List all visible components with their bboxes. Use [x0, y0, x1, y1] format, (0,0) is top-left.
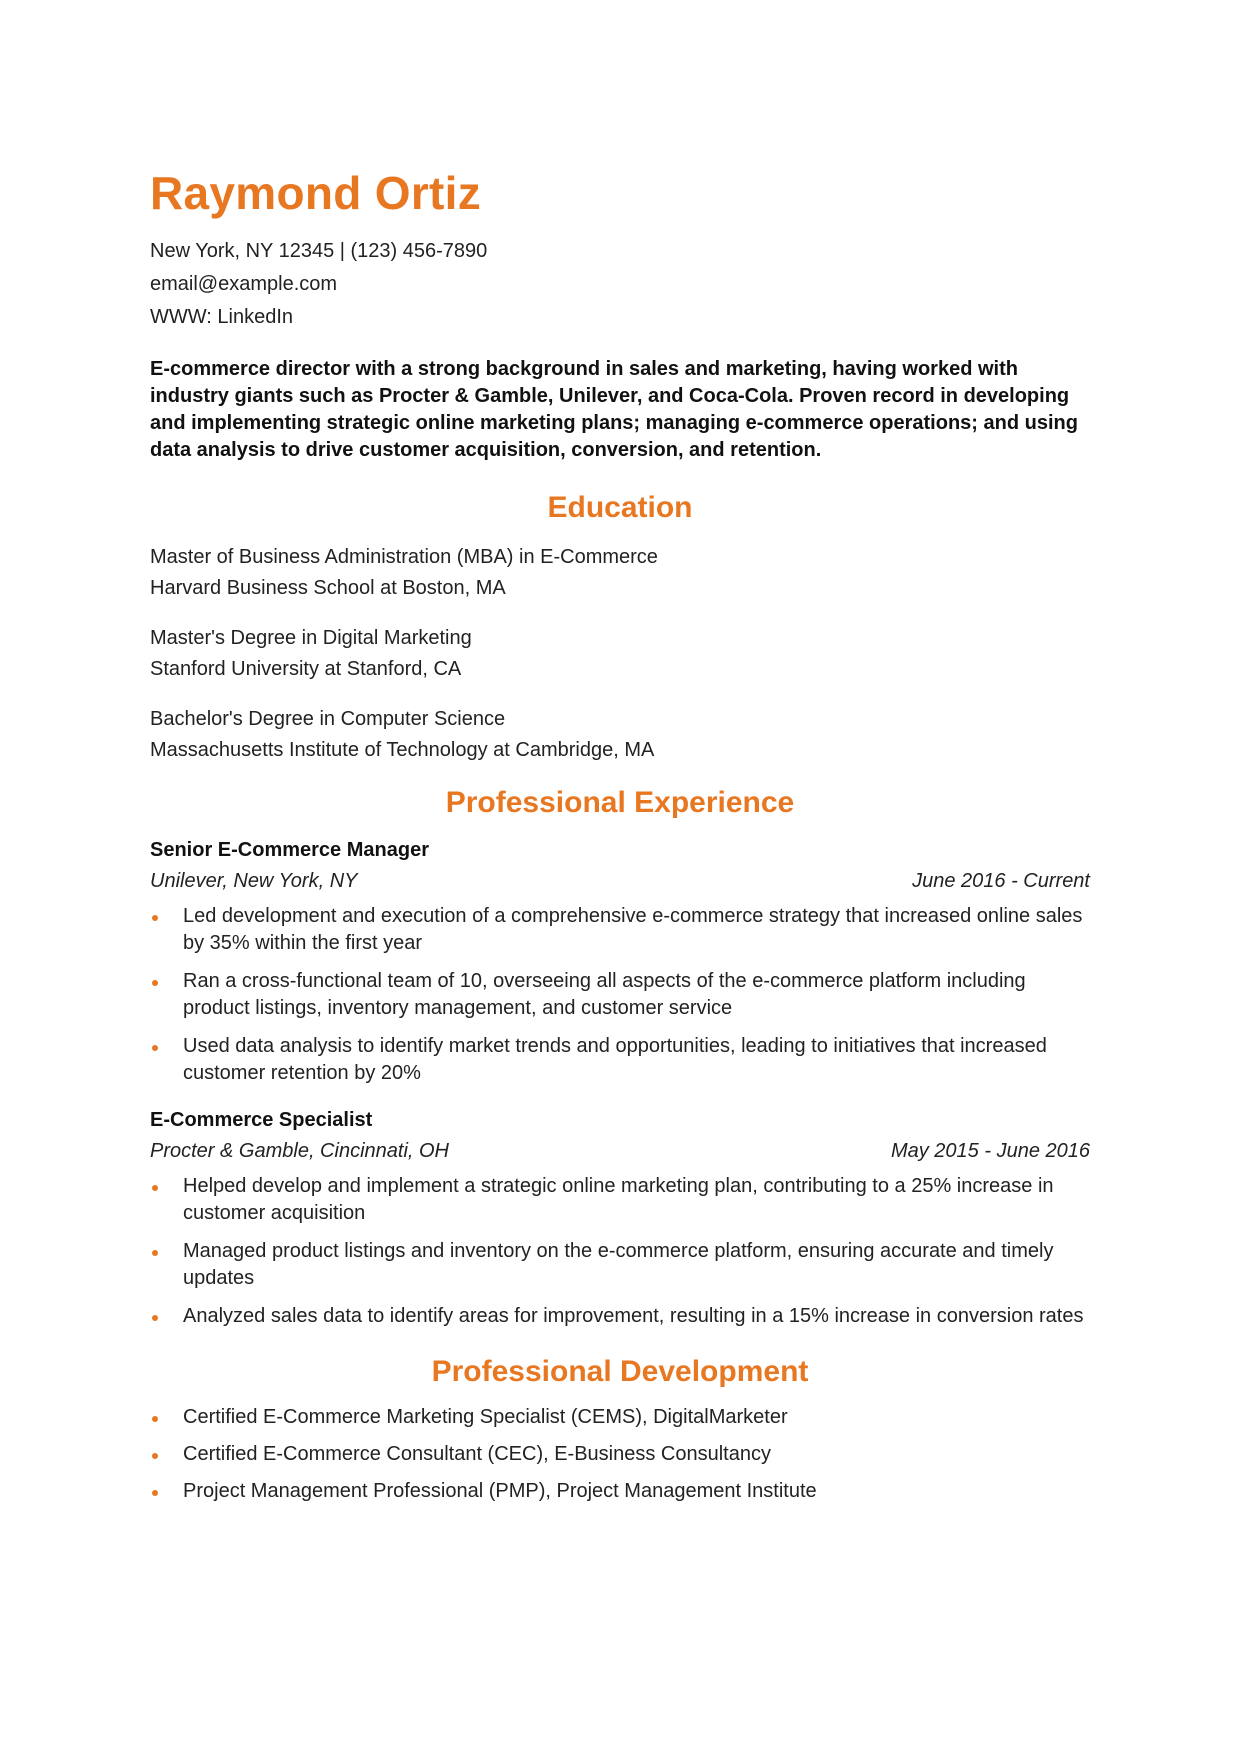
experience-heading: Professional Experience [445, 786, 795, 820]
location-phone: New York, NY 12345 | (123) 456-7890 [150, 240, 488, 263]
professional-summary: E-commerce director with a strong background in sales and marketing, having worked with industry giants such as Procter & Gamble, Unilever, and Coca-Cola. Proven record in developing and implementing strategic online marketing plans; managing e-commerce operations; and using data analysis to drive customer acquisition, conversion, and retention. [150, 358, 1078, 462]
bullet-icon [152, 915, 158, 921]
job-dates: May 2015 - June 2016 [890, 1140, 1090, 1163]
list-item [150, 1404, 1090, 1431]
bullet-icon [152, 1416, 158, 1422]
job-bullets [150, 903, 1090, 1087]
degree: Bachelor's Degree in Computer Science [150, 708, 506, 731]
job-bullets [150, 1173, 1090, 1330]
bullet-text: Analyzed sales data to identify areas for improvement, resulting in a 15% increase in conversion rates [183, 1305, 1084, 1328]
list-item [150, 968, 1090, 1022]
degree: Master of Business Administration (MBA) in E-Commerce [150, 546, 658, 569]
job-entry [150, 835, 1090, 1087]
bullet-text: Ran a cross-functional team of 10, overseeing all aspects of the e-commerce platform including product listings, inventory management, and customer service [183, 970, 1026, 1020]
list-item [150, 1478, 1090, 1505]
list-item [150, 1441, 1090, 1468]
certification-text: Certified E-Commerce Marketing Specialist (CEMS), DigitalMarketer [183, 1406, 788, 1429]
job-meta [150, 1136, 1090, 1167]
list-item [150, 1173, 1090, 1227]
bullet-icon [152, 1045, 158, 1051]
degree: Master's Degree in Digital Marketing [150, 627, 472, 650]
education-item [150, 542, 1090, 604]
list-item [150, 1033, 1090, 1087]
education-item [150, 704, 1090, 766]
job-entry [150, 1105, 1090, 1330]
school: Massachusetts Institute of Technology at Cambridge, MA [150, 739, 655, 762]
development-list [150, 1404, 1090, 1505]
job-company: Unilever, New York, NY [150, 870, 358, 893]
list-item [150, 903, 1090, 957]
certification-text: Project Management Professional (PMP), Project Management Institute [183, 1480, 817, 1503]
bullet-text: Managed product listings and inventory on the e-commerce platform, ensuring accurate and timely updates [183, 1240, 1054, 1290]
education-item [150, 623, 1090, 685]
bullet-icon [152, 1185, 158, 1191]
bullet-text: Used data analysis to identify market trends and opportunities, leading to initiatives that increased customer retention by 20% [183, 1035, 1047, 1085]
bullet-icon [152, 1490, 158, 1496]
bullet-icon [152, 1315, 158, 1321]
contact-block [150, 235, 1090, 334]
bullet-text: Led development and execution of a comprehensive e-commerce strategy that increased online sales by 35% within the first year [183, 905, 1083, 955]
education-heading: Education [547, 491, 693, 525]
bullet-icon [152, 1453, 158, 1459]
list-item [150, 1303, 1090, 1330]
website-link[interactable]: WWW: LinkedIn [150, 306, 293, 329]
education-list [150, 542, 1090, 766]
school: Stanford University at Stanford, CA [150, 658, 462, 681]
school: Harvard Business School at Boston, MA [150, 577, 506, 600]
bullet-text: Helped develop and implement a strategic online marketing plan, contributing to a 25% increase in customer acquisition [183, 1175, 1054, 1225]
job-meta [150, 866, 1090, 897]
bullet-icon [152, 980, 158, 986]
bullet-icon [152, 1250, 158, 1256]
certification-text: Certified E-Commerce Consultant (CEC), E-Business Consultancy [183, 1443, 771, 1466]
list-item [150, 1238, 1090, 1292]
development-heading: Professional Development [431, 1355, 809, 1389]
job-title: Senior E-Commerce Manager [150, 839, 429, 862]
job-company: Procter & Gamble, Cincinnati, OH [150, 1140, 449, 1163]
job-dates: June 2016 - Current [912, 870, 1090, 893]
email-link[interactable]: email@example.com [150, 273, 338, 296]
resume-content [150, 166, 1090, 1515]
candidate-name: Raymond Ortiz [150, 167, 482, 219]
job-title: E-Commerce Specialist [150, 1109, 373, 1132]
